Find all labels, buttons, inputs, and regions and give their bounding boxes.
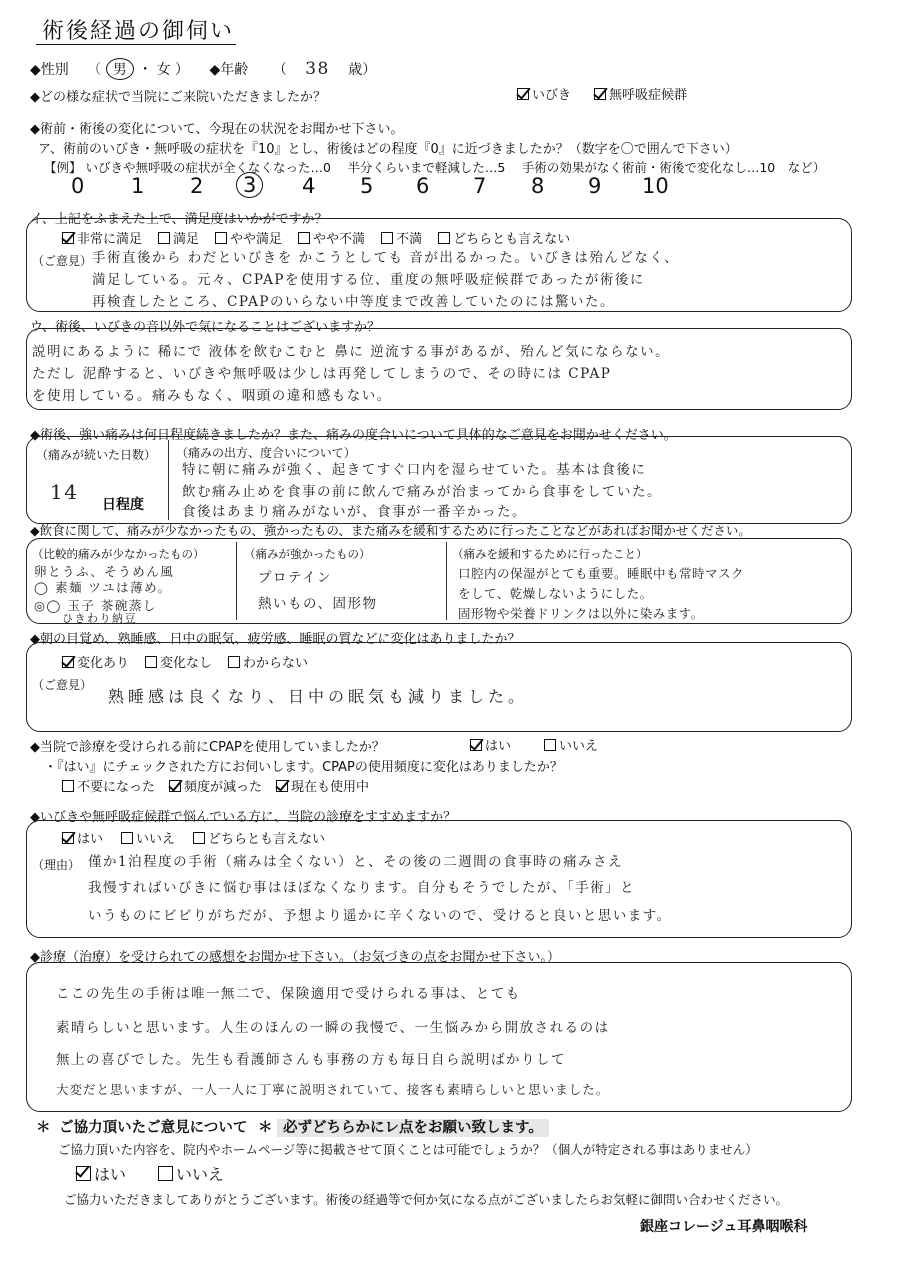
age-close: 歳） — [348, 62, 377, 78]
age-label: ◆年齢 — [209, 62, 249, 78]
q6-divider-1 — [236, 542, 237, 620]
q7opts-option-2[interactable]: わからない — [228, 656, 308, 671]
q7-options — [62, 652, 324, 671]
q5-answer-line-3: 食後はあまり痛みがないが、食事が一番辛かった。 — [182, 504, 527, 520]
footer-yes[interactable]: はい — [76, 1162, 126, 1185]
q9-answer-line-1: 僅か1泊程度の手術（痛みは全くない）と、その後の二週間の食事時の痛みさえ — [88, 854, 624, 870]
scale-number-9[interactable]: 9 — [588, 174, 602, 198]
checkbox[interactable] — [438, 232, 450, 244]
q10-answer-line-3: 無上の喜びでした。先生も看護師さんも事務の方も毎日自ら説明ばかりして — [56, 1052, 566, 1068]
scale-number-6[interactable]: 6 — [416, 174, 430, 198]
q5-answer-line-1: 特に朝に痛みが強く、起きてすぐ口内を湿らせていた。基本は食後に — [182, 462, 647, 478]
q6-col3-line-3: 固形物や栄養ドリンクは以外に染みます。 — [458, 606, 704, 621]
checkbox[interactable] — [594, 88, 606, 100]
age-value[interactable]: 38 — [305, 59, 330, 79]
q3-opinion-label: （ご意見） — [32, 254, 93, 268]
q5-days-value: 14 — [50, 480, 79, 504]
checkbox[interactable] — [470, 739, 482, 751]
title-underline — [36, 44, 236, 45]
scale-number-1[interactable]: 1 — [131, 174, 145, 198]
q4-answer-line-2: ただし 泥酔すると、いびきや無呼吸は少しは再発してしまうので、その時には CPAP — [32, 366, 612, 382]
q5-degree-label: （痛みの出方、度合いについて） — [176, 446, 356, 460]
scale-number-5[interactable]: 5 — [360, 174, 374, 198]
checkbox[interactable] — [228, 656, 240, 668]
q8-sub-options — [62, 776, 383, 795]
checkbox[interactable] — [76, 1166, 91, 1181]
footer-heading: ご協力頂いたご意見について — [59, 1120, 248, 1136]
q2-example: 【例】 いびきや無呼吸の症状が全くなくなった…0 半分くらいまで軽減した…5 手術の効果がなく術前・術後で変化なし…10 など） — [44, 160, 826, 175]
q6-col2-label: （痛みが強かったもの） — [244, 547, 371, 561]
q1-option-apnea[interactable]: 無呼吸症候群 — [594, 84, 687, 103]
q8-question: ◆当院で診療を受けられる前にCPAPを使用していましたか？ — [30, 740, 385, 755]
q8-sub-question: ・『はい』にチェックされた方にお伺いします。CPAPの使用頻度に変化はありましたか？ — [44, 760, 563, 775]
checkbox[interactable] — [62, 832, 74, 844]
age-open: （ — [272, 62, 287, 78]
q6-col1-line-2: ◯ 素麺 ツユは薄め。 — [34, 580, 172, 595]
gender-female[interactable]: 女 — [156, 62, 171, 78]
q5-days-label: （痛みが続いた日数） — [36, 448, 157, 462]
q9-answer-line-3: いうものにビビりがちだが、予想より遥かに辛くないので、受けると良いと思います。 — [88, 908, 672, 924]
q3opts-option-3[interactable]: やや不満 — [298, 232, 365, 247]
q3-question: イ、上記をふまえた上で、満足度はいかがですか？ — [30, 212, 328, 227]
q9opts-option-2[interactable]: どちらとも言えない — [193, 832, 325, 847]
page-title: 術後経過の御伺い — [42, 19, 235, 44]
gender-label: ◆性別 — [30, 62, 69, 78]
footer-heading-row — [36, 1116, 549, 1137]
q4-answer-line-1: 説明にあるように 稀にで 液体を飲むこむと 鼻に 逆流する事があるが、殆んど気にならない。 — [32, 344, 671, 360]
scale-number-2[interactable]: 2 — [190, 174, 204, 198]
q6-col1-line-3: ◎◯ 玉子 茶碗蒸し — [34, 598, 157, 613]
checkbox[interactable] — [62, 656, 74, 668]
checkbox[interactable] — [215, 232, 227, 244]
scale-number-0[interactable]: 0 — [71, 174, 85, 198]
q8subs-option-2[interactable]: 現在も使用中 — [276, 780, 369, 795]
checkbox[interactable] — [62, 780, 74, 792]
checkbox[interactable] — [544, 739, 556, 751]
q8-yes[interactable]: はい — [470, 735, 511, 754]
q1-question: ◆どの様な症状で当院にご来院いただきましたか？ — [30, 90, 326, 105]
clinic-name: 銀座コレージュ耳鼻咽喉科 — [640, 1219, 808, 1235]
q10-question: ◆診療（治療）を受けられての感想をお聞かせ下さい。（お気づきの点をお聞かせ下さい。） — [30, 950, 560, 965]
q6-col3-label: （痛みを緩和するために行ったこと） — [452, 547, 648, 561]
scale-number-3[interactable]: 3 — [236, 172, 263, 198]
q10-answer-line-2: 素晴らしいと思います。人生のほんの一瞬の我慢で、一生悩みから開放されるのは — [56, 1020, 610, 1036]
q6-col2-line-1: プロテイン — [258, 570, 333, 586]
q3-answer-line-2: 満足している。元々、CPAPを使用する位、重度の無呼吸症候群であったが術後に — [92, 272, 645, 288]
q4-question: ウ、術後、いびきの音以外で気になることはございますか？ — [30, 320, 380, 335]
q7-answer-line: 熟睡感は良くなり、日中の眠気も減りました。 — [108, 687, 529, 706]
footer-star-2: ＊ — [257, 1120, 273, 1136]
q6-col3-line-2: をして、乾燥しないようにした。 — [458, 586, 653, 601]
q6-col1-line-4: ひきわり納豆 — [62, 612, 137, 625]
footer-thanks: ご協力いただきましてありがとうございます。術後の経過等で何か気になる点がございましたらお気軽に御問い合わせください。 — [64, 1192, 789, 1207]
q3-answer-line-3: 再検査したところ、CPAPのいらない中等度まで改善していたのには驚いた。 — [92, 294, 616, 310]
checkbox[interactable] — [298, 232, 310, 244]
q8-no[interactable]: いいえ — [544, 735, 598, 754]
q6-col1-line-1: 卵とうふ、そうめん風 — [34, 564, 175, 579]
q6-col1-label: （比較的痛みが少なかったもの） — [32, 547, 205, 561]
checkbox[interactable] — [158, 232, 170, 244]
q9-reason-label: （理由） — [32, 858, 81, 872]
checkbox[interactable] — [62, 232, 74, 244]
q8subs-option-1[interactable]: 頻度が減った — [169, 780, 262, 795]
q4-answer-line-3: を使用している。痛みもなく、咽頭の違和感もない。 — [32, 388, 392, 404]
q3opts-option-1[interactable]: 満足 — [158, 232, 199, 247]
q6-divider-2 — [446, 542, 447, 620]
q10-answer-line-1: ここの先生の手術は唯一無二で、保険適用で受けられる事は、とても — [56, 986, 521, 1002]
q3opts-option-5[interactable]: どちらとも言えない — [438, 232, 570, 247]
q10-answer-line-4: 大変だと思いますが、一人一人に丁寧に説明されていて、接客も素晴らしいと思いました。 — [56, 1082, 610, 1097]
q3opts-option-2[interactable]: やや満足 — [215, 232, 282, 247]
scale-number-7[interactable]: 7 — [473, 174, 487, 198]
q9-answer-line-2: 我慢すればいびきに悩む事はほぼなくなります。自分もそうでしたが、「手術」と — [88, 880, 636, 896]
q6-col2-line-2: 熱いもの、固形物 — [258, 596, 378, 612]
q5-days-unit: 日程度 — [102, 497, 144, 513]
q1-option-snoring[interactable]: いびき — [517, 84, 571, 103]
q9-options — [62, 828, 343, 847]
gender-male[interactable]: 男 — [106, 58, 134, 80]
gender-row: ◆性別 （ 男 ・ 女 ） ◆年齢 （ 38 歳） — [30, 59, 377, 79]
q6-col3-line-1: 口腔内の保湿がとても重要。睡眠中も常時マスク — [458, 566, 745, 581]
q7opts-option-0[interactable]: 変化あり — [62, 656, 129, 671]
checkbox[interactable] — [121, 832, 133, 844]
gender-sep: ・ — [138, 62, 153, 78]
q7-question: ◆朝の目覚め、熟睡感、日中の眠気、疲労感、睡眠の質などに変化はありましたか？ — [30, 632, 521, 647]
footer-must: 必ずどちらかにレ点をお願い致します。 — [277, 1119, 549, 1137]
footer-question: ご協力頂いた内容を、院内やホームページ等に掲載させて頂くことは可能でしょうか？（個人が特定される事はありません） — [58, 1142, 758, 1157]
q2-question-a: ア、術前のいびき・無呼吸の症状を『10』とし、術後はどの程度『0』に近づきましたか？（数字を〇で囲んで下さい） — [38, 142, 738, 157]
q5-answer-line-2: 飲む痛み止めを食事の前に飲んで痛みが治まってから食事をしていた。 — [182, 484, 662, 500]
q2-intro: ◆術前・術後の変化について、今現在の状況をお聞かせ下さい。 — [30, 122, 404, 137]
q9opts-option-1[interactable]: いいえ — [121, 832, 175, 847]
q8subs-option-0[interactable]: 不要になった — [62, 780, 155, 795]
q3-options — [62, 228, 586, 247]
q5-question: ◆術後、強い痛みは何日程度続きましたか？また、痛みの度合いについて具体的なご意見をお聞かせください。 — [30, 428, 677, 443]
checkbox[interactable] — [193, 832, 205, 844]
footer-no[interactable]: いいえ — [158, 1162, 224, 1185]
q6-question: ◆飲食に関して、痛みが少なかったもの、強かったもの、また痛みを緩和するために行ったことなどがあればお聞かせください。 — [30, 523, 751, 538]
q3opts-option-4[interactable]: 不満 — [381, 232, 422, 247]
q9opts-option-0[interactable]: はい — [62, 832, 103, 847]
q5-divider — [168, 440, 169, 520]
checkbox[interactable] — [169, 780, 181, 792]
scale-number-10[interactable]: 10 — [642, 174, 669, 198]
checkbox[interactable] — [145, 656, 157, 668]
scale-number-4[interactable]: 4 — [302, 174, 316, 198]
footer-star-1: ＊ — [36, 1120, 51, 1136]
q3opts-option-0[interactable]: 非常に満足 — [62, 232, 142, 247]
q7opts-option-1[interactable]: 変化なし — [145, 656, 212, 671]
checkbox[interactable] — [276, 780, 288, 792]
q9-question: ◆いびきや無呼吸症候群で悩んでいる方に、当院の診療をすすめますか？ — [30, 810, 457, 825]
q3-answer-line-1: 手術直後から わだといびきを かこうとしても 音が出るかった。いびきは殆んどなく、 — [92, 250, 680, 266]
checkbox[interactable] — [517, 88, 529, 100]
checkbox[interactable] — [381, 232, 393, 244]
scale-number-8[interactable]: 8 — [531, 174, 545, 198]
q7-opinion-label: （ご意見） — [32, 678, 93, 692]
q2-scale — [0, 172, 900, 202]
checkbox[interactable] — [158, 1166, 173, 1181]
